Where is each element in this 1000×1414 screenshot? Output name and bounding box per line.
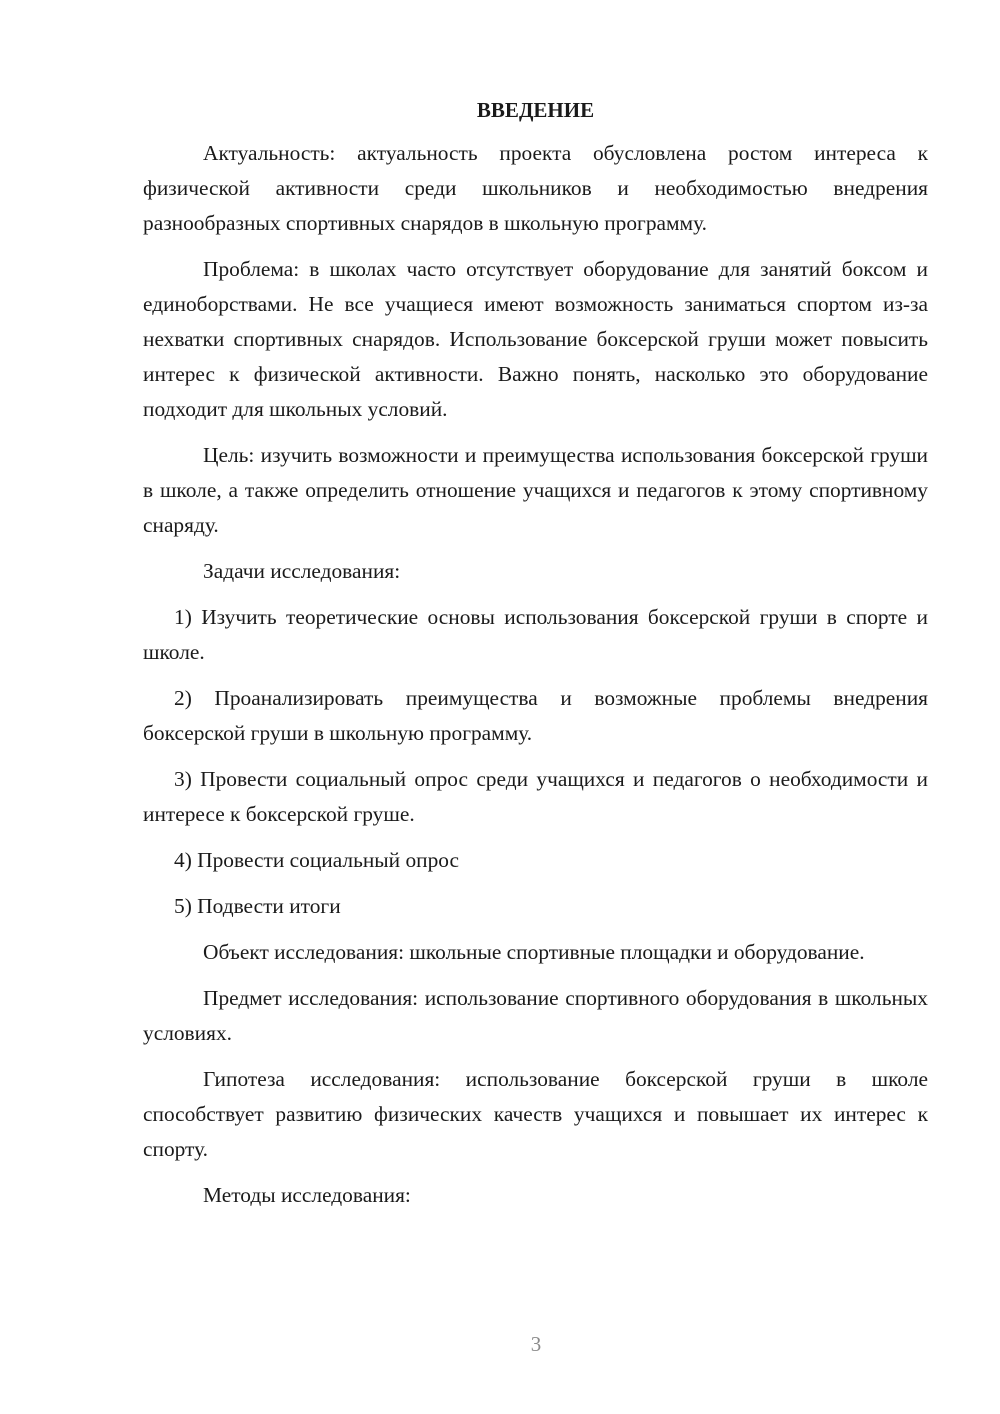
page-title: ВВЕДЕНИЕ — [476, 98, 595, 122]
paragraph-object: Объект исследования: школьные спортивные площадки и оборудование. — [203, 940, 865, 964]
paragraph-goal: Цель: изучить возможности и преимущества использования боксерской груши в школе, а также определить отношение учащихся и педагогов к этому спортивному снаряду. — [143, 443, 928, 537]
methods-heading: Методы исследования: — [203, 1183, 411, 1207]
task-item-4: 4) Провести социальный опрос — [174, 848, 460, 872]
document-page — [143, 94, 928, 1224]
paragraph-hypothesis: Гипотеза исследования: использование боксерской груши в школе способствует развитию физических качеств учащихся и повышает их интерес к спорту. — [143, 1067, 928, 1161]
task-item-5: 5) Подвести итоги — [174, 894, 341, 918]
task-item-1: 1) Изучить теоретические основы использования боксерской груши в спорте и школе. — [143, 605, 928, 664]
paragraph-subject: Предмет исследования: использование спортивного оборудования в школьных условиях. — [143, 986, 928, 1045]
task-item-3: 3) Провести социальный опрос среди учащихся и педагогов о необходимости и интересе к боксерской груше. — [143, 767, 928, 826]
paragraph-relevance: Актуальность: актуальность проекта обусловлена ростом интереса к физической активности среди школьников и необходимостью внедрения разнообразных спортивных снарядов в школьную программу. — [143, 141, 928, 235]
page-number: 3 — [530, 1332, 542, 1356]
paragraph-problem: Проблема: в школах часто отсутствует оборудование для занятий боксом и единоборствами. Не все учащиеся имеют возможность заниматься спортом из-за нехватки спортивных снарядов. Использование боксерской груши может повысить интерес к физической активности. Важно понять, насколько это оборудование подходит для школьных условий. — [143, 257, 928, 421]
tasks-heading: Задачи исследования: — [203, 559, 401, 583]
task-item-2: 2) Проанализировать преимущества и возможные проблемы внедрения боксерской груши в школьную программу. — [143, 686, 928, 745]
